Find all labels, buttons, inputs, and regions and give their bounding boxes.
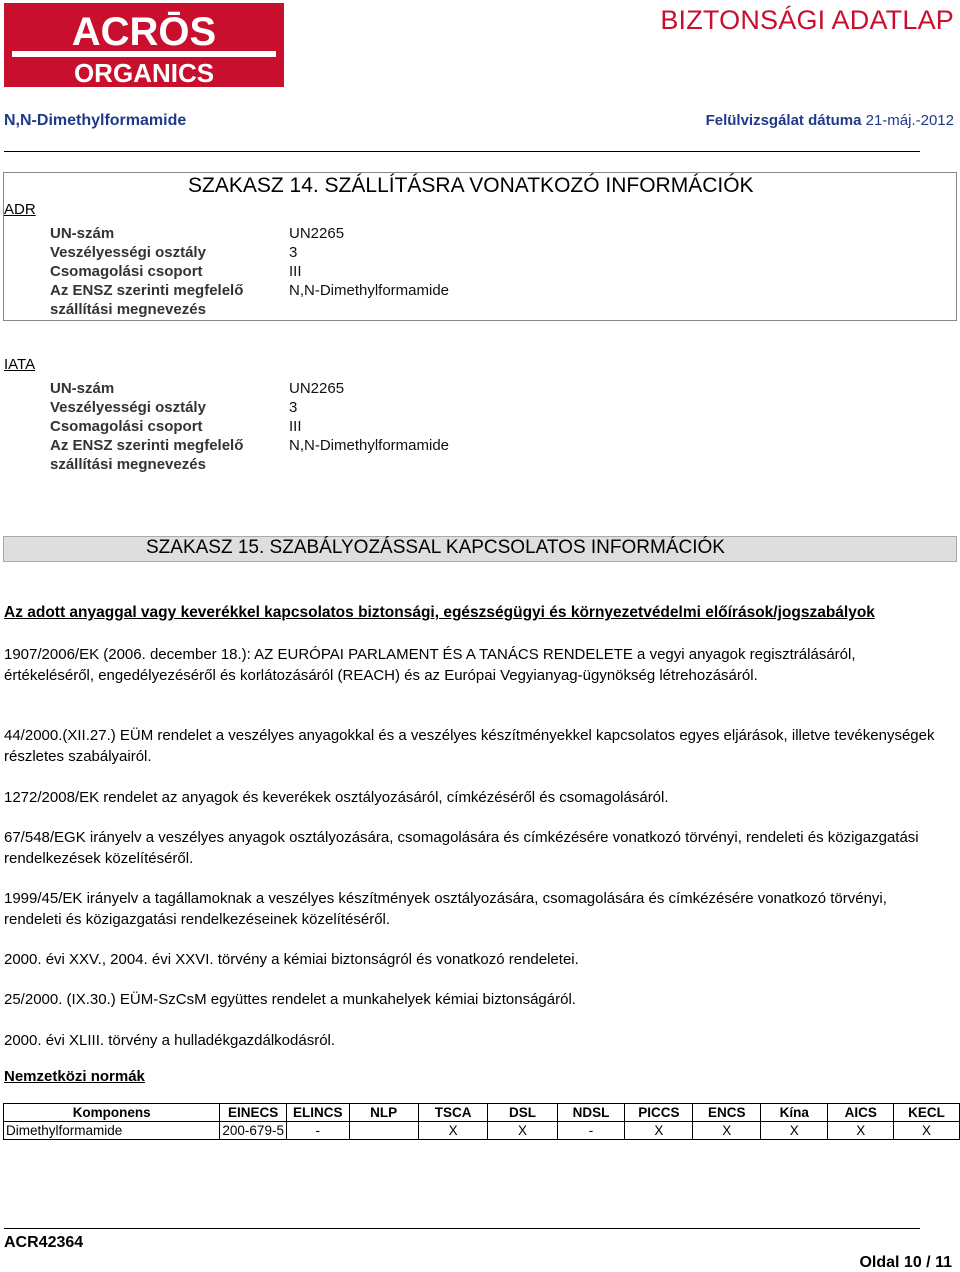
table-cell: -	[286, 1122, 349, 1140]
table-cell: X	[894, 1122, 960, 1140]
iata-shipping-name-label-1: Az ENSZ szerinti megfelelő	[50, 437, 244, 454]
col-header: PICCS	[625, 1104, 693, 1122]
iata-un-label: UN-szám	[50, 380, 115, 397]
col-header: NLP	[349, 1104, 418, 1122]
regulation-paragraph: 1999/45/EK irányelv a tagállamoknak a veszélyes készítmények osztályozására, csomagolására és címkézésére vonatkozó törvényi, rendeleti és közigazgatási rendelkezéseinek közelítéséről.	[4, 890, 887, 928]
adr-shipping-name-label-1: Az ENSZ szerinti megfelelő	[50, 282, 244, 299]
adr-label: ADR	[4, 201, 36, 218]
page-current: 10	[903, 1254, 922, 1271]
adr-class-value: 3	[289, 244, 298, 261]
adr-packing-group-value: III	[289, 263, 302, 280]
header-divider	[4, 151, 920, 152]
table-cell: 200-679-5	[220, 1122, 287, 1140]
regulation-paragraph: 67/548/EGK irányelv a veszélyes anyagok osztályozására, csomagolására és címkézésére vonatkozó törvényi, rendeleti és közigazgatási rendelkezések közelítéséről.	[4, 829, 919, 867]
col-header: AICS	[828, 1104, 894, 1122]
regulation-paragraph: 44/2000.(XII.27.) EÜM rendelet a veszélyes anyagokkal és a veszélyes készítményekkel kapcsolatos egyes eljárások, illetve tevékenységek részletes szabályairól.	[4, 727, 935, 765]
section-15-title: SZAKASZ 15. SZABÁLYOZÁSSAL KAPCSOLATOS INFORMÁCIÓK	[146, 537, 725, 558]
logo-text-bottom: ORGANICS	[73, 58, 215, 87]
adr-un-label: UN-szám	[50, 225, 115, 242]
adr-shipping-name-value: N,N-Dimethylformamide	[289, 282, 450, 299]
section-14-title: SZAKASZ 14. SZÁLLÍTÁSRA VONATKOZÓ INFORMÁCIÓK	[188, 174, 754, 197]
iata-packing-group-value: III	[289, 418, 302, 435]
col-header: DSL	[488, 1104, 557, 1122]
table-cell: X	[418, 1122, 488, 1140]
adr-packing-group-label: Csomagolási csoport	[50, 263, 203, 280]
document-code: ACR42364	[4, 1234, 84, 1251]
inventory-table	[3, 1103, 960, 1140]
table-cell: Dimethylformamide	[4, 1122, 220, 1140]
iata-shipping-name-label-2: szállítási megnevezés	[50, 456, 206, 473]
iata-packing-group-label: Csomagolási csoport	[50, 418, 203, 435]
page-number	[859, 1254, 952, 1272]
revision-date	[706, 112, 954, 129]
page-label: Oldal	[859, 1254, 900, 1271]
regulation-paragraph: 25/2000. (IX.30.) EÜM-SzCsM együttes rendelet a munkahelyek kémiai biztonságáról.	[4, 991, 576, 1008]
revision-date-value: 21-máj.-2012	[865, 112, 954, 129]
regulation-paragraph: 2000. évi XXV., 2004. évi XXVI. törvény a kémiai biztonságról és vonatkozó rendeletei.	[4, 951, 579, 968]
table-cell: X	[625, 1122, 693, 1140]
col-header: Kína	[761, 1104, 828, 1122]
col-header: TSCA	[418, 1104, 488, 1122]
regulation-paragraph: 2000. évi XLIII. törvény a hulladékgazdálkodásról.	[4, 1032, 336, 1049]
table-cell: X	[488, 1122, 557, 1140]
page-separator: /	[926, 1254, 931, 1271]
table-cell: X	[828, 1122, 894, 1140]
adr-un-value: UN2265	[289, 225, 345, 242]
iata-un-value: UN2265	[289, 380, 345, 397]
col-header: ELINCS	[286, 1104, 349, 1122]
document-title: BIZTONSÁGI ADATLAP	[660, 5, 954, 35]
table-row	[4, 1122, 960, 1140]
table-header-row	[4, 1104, 960, 1122]
iata-class-value: 3	[289, 399, 298, 416]
col-header: KECL	[894, 1104, 960, 1122]
col-header: EINECS	[220, 1104, 287, 1122]
table-cell: X	[693, 1122, 761, 1140]
regulations-heading: Az adott anyaggal vagy keverékkel kapcsolatos biztonsági, egészségügyi és környezetvédelmi előírások/jogszabályok	[4, 604, 875, 621]
iata-class-label: Veszélyességi osztály	[50, 399, 206, 416]
table-cell	[349, 1122, 418, 1140]
table-cell: -	[557, 1122, 625, 1140]
table-cell: X	[761, 1122, 828, 1140]
acros-organics-logo	[4, 3, 284, 87]
page-total: 11	[935, 1254, 952, 1271]
revision-label: Felülvizsgálat dátuma	[705, 112, 862, 129]
col-header: ENCS	[693, 1104, 761, 1122]
adr-shipping-name-label-2: szállítási megnevezés	[50, 301, 206, 318]
col-header: Komponens	[4, 1104, 220, 1122]
product-name: N,N-Dimethylformamide	[4, 112, 187, 129]
footer-divider	[4, 1228, 920, 1229]
international-standards-heading: Nemzetközi normák	[4, 1068, 145, 1085]
logo-text-top: ACRŌS	[71, 10, 217, 54]
regulation-paragraph: 1272/2008/EK rendelet az anyagok és keverékek osztályozásáról, címkézéséről és csomagolásáról.	[4, 789, 669, 806]
adr-class-label: Veszélyességi osztály	[50, 244, 206, 261]
iata-label: IATA	[4, 356, 36, 373]
regulation-paragraph: 1907/2006/EK (2006. december 18.): AZ EURÓPAI PARLAMENT ÉS A TANÁCS RENDELETE a vegyi anyagok regisztrálásáról, értékeléséről, engedélyezéséről és korlátozásáról (REACH) és az Európai Vegyianyag-ügynökség létrehozásáról.	[4, 646, 856, 684]
iata-shipping-name-value: N,N-Dimethylformamide	[289, 437, 450, 454]
col-header: NDSL	[557, 1104, 625, 1122]
